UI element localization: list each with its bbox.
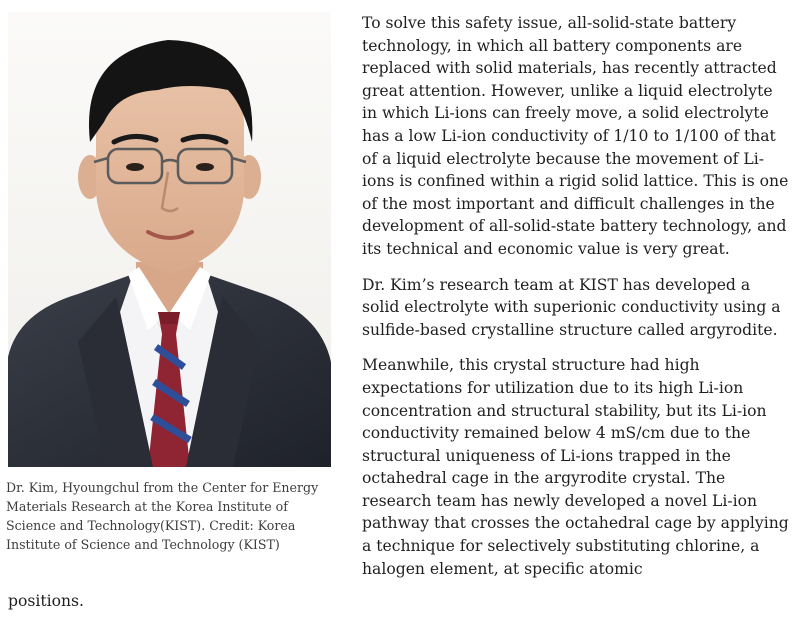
image-caption: Dr. Kim, Hyoungchul from the Center for Energy Materials Research at the Korea Institute of Science and Technology(KIST). Credit: Korea Institute of Science and Technology (KIST) — [6, 480, 319, 552]
portrait-image — [8, 12, 331, 467]
article-body — [362, 12, 790, 593]
portrait-photo — [8, 12, 331, 467]
paragraph: Meanwhile, this crystal structure had high expectations for utilization due to its high Li-ion concentration and structural stability, but its Li-ion conductivity remained below 4 mS/cm due to the structural uniqueness of Li-ions trapped in the octahedral cage in the argyrodite crystal. The research team has newly developed a novel Li-ion pathway that crosses the octahedral cage by applying a technique for selectively substituting chlorine, a halogen element, at specific atomic — [362, 356, 789, 578]
paragraph: Dr. Kim’s research team at KIST has developed a solid electrolyte with superionic conductivity using a sulfide-based crystalline structure called argyrodite. — [362, 275, 781, 339]
article-figure — [0, 0, 340, 560]
paragraph: To solve this safety issue, all-solid-state battery technology, in which all battery components are replaced with solid materials, has recently attracted great attention. However, unlike a liquid electrolyte in which Li-ions can freely move, a solid electrolyte has a low Li-ion conductivity of 1/10 to 1/100 of that of a liquid electrolyte because the movement of Li-ions is confined within a rigid solid lattice. This is one of the most important and difficult challenges in the development of all-solid-state battery technology, and its technical and economic value is very great. — [362, 14, 789, 258]
paragraph-continuation: positions. — [8, 592, 85, 610]
